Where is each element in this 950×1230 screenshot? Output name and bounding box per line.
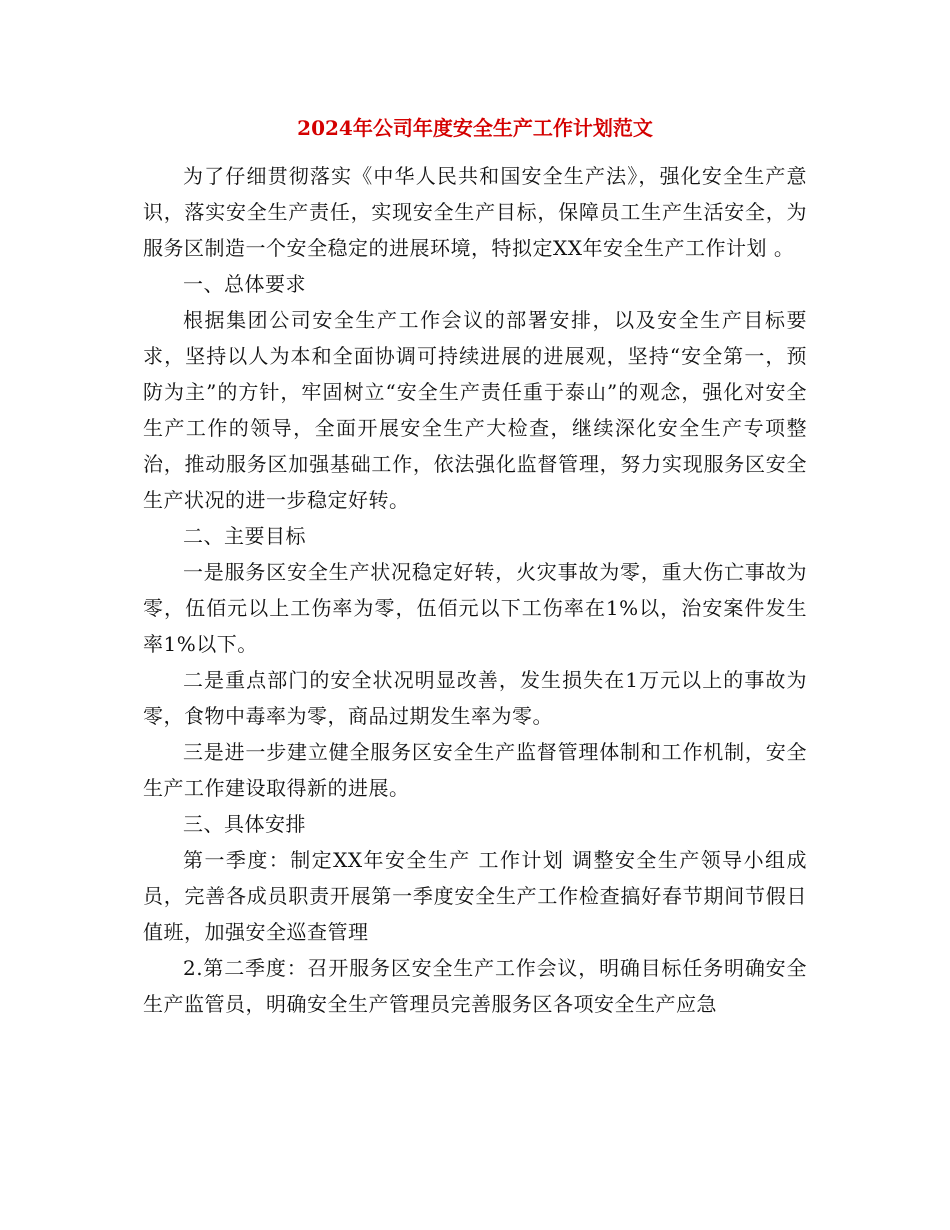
goal-paragraph-1: 一是服务区安全生产状况稳定好转，火灾事故为零，重大伤亡事故为零，伍佰元以上工伤率为零，伍佰元以下工伤率在1%以，治安案件发生率1%以下。: [143, 560, 807, 656]
intro-paragraph: 为了仔细贯彻落实《中华人民共和国安全生产法》，强化安全生产意识，落实安全生产责任，实现安全生产目标，保障员工生产生活安全，为服务区制造一个安全稳定的进展环境，特拟定XX年安全生产工作计划 。: [143, 164, 807, 260]
section-heading-general: 一、总体要求: [183, 272, 306, 296]
document-title: 2024年公司年度安全生产工作计划范文: [297, 116, 653, 140]
arrangement-q2-paragraph: 2.第二季度：召开服务区安全生产工作会议，明确目标任务明确安全生产监管员，明确安全生产管理员完善服务区各项安全生产应急: [143, 956, 807, 1016]
goal-paragraph-3: 三是进一步建立健全服务区安全生产监督管理体制和工作机制，安全生产工作建设取得新的进展。: [143, 740, 807, 800]
arrangement-q1-paragraph: 第一季度：制定XX年安全生产 工作计划 调整安全生产领导小组成员，完善各成员职责开展第一季度安全生产工作检查搞好春节期间节假日值班，加强安全巡查管理: [143, 848, 807, 944]
section-heading-arrangement: 三、具体安排: [183, 812, 306, 836]
goal-paragraph-2: 二是重点部门的安全状况明显改善，发生损失在1万元以上的事故为零，食物中毒率为零，商品过期发生率为零。: [143, 668, 807, 728]
section-heading-goals: 二、主要目标: [183, 524, 306, 548]
document-body: [143, 158, 807, 1022]
general-requirements-paragraph: 根据集团公司安全生产工作会议的部署安排，以及安全生产目标要求，坚持以人为本和全面协调可持续进展的进展观，坚持“安全第一，预防为主”的方针，牢固树立“安全生产责任重于泰山”的观念，强化对安全生产工作的领导，全面开展安全生产大检查，继续深化安全生产专项整治，推动服务区加强基础工作，依法强化监督管理，努力实现服务区安全生产状况的进一步稳定好转。: [143, 308, 807, 512]
